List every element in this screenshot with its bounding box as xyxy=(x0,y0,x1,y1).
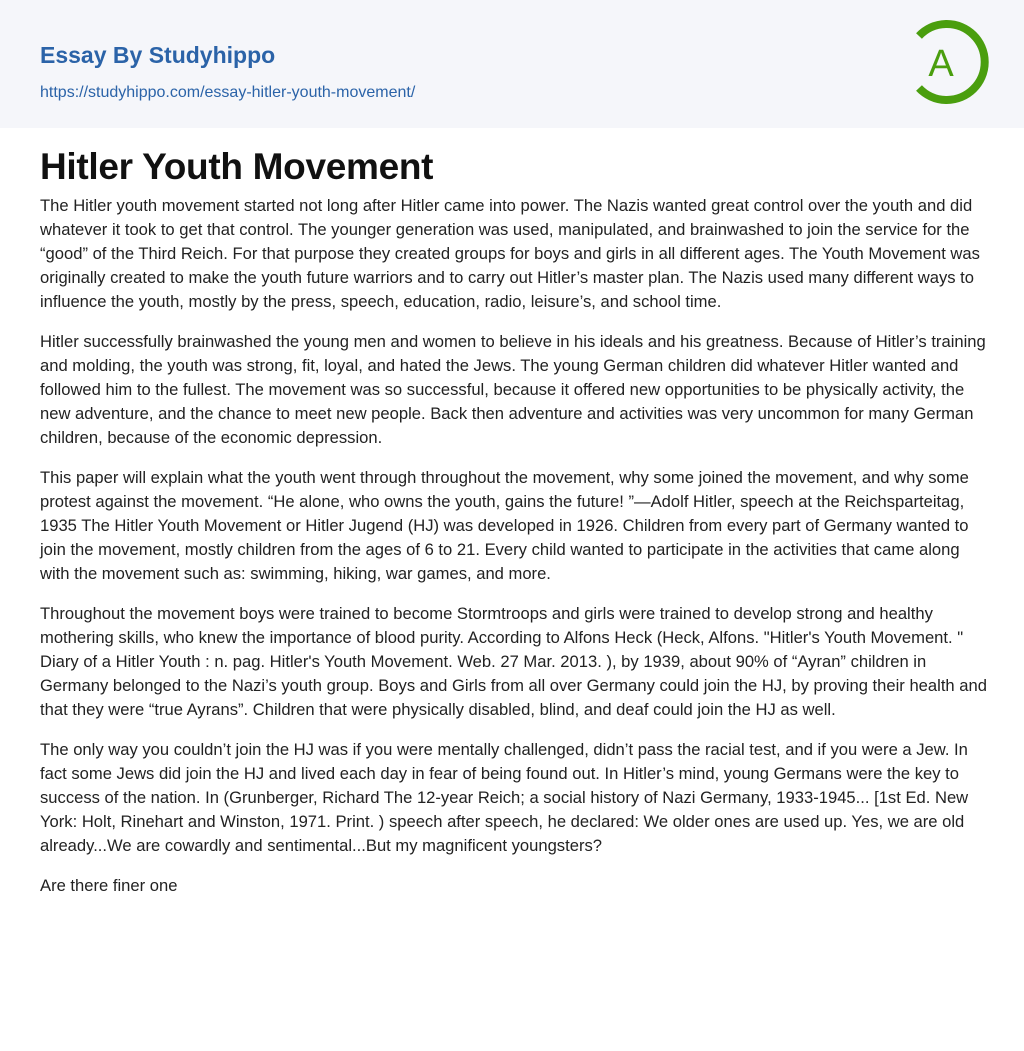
brand-title: Essay By Studyhippo xyxy=(40,42,276,68)
essay-paragraph: The only way you couldn’t join the HJ was if you were mentally challenged, didn’t pass the racial test, and if you were a Jew. In fact some Jews did join the HJ and lived each day in fear of being found out. In Hitler’s mind, young Germans were the key to success of the nation. In (Grunberger, Richard The 12-year Reich; a social history of Nazi Germany, 1933-1945... [1st Ed. New York: Holt, Rinehart and Winston, 1971. Print. ) speech after speech, he declared: We older ones are used up. Yes, we are old already...We are cowardly and sentimental...But my magnificent youngsters? xyxy=(40,740,969,855)
essay-body xyxy=(40,194,988,914)
studyhippo-logo-icon[interactable] xyxy=(905,18,989,106)
essay-paragraph: The Hitler youth movement started not long after Hitler came into power. The Nazis wanted great control over the youth and did whatever it took to get that control. The younger generation was used, manipulated, and brainwashed to join the service for the “good” of the Third Reich. For that purpose they created groups for boys and girls in all different ages. The Youth Movement was originally created to make the youth future warriors and to carry out Hitler’s master plan. The Nazis used many different ways to influence the youth, mostly by the press, speech, education, radio, leisure’s, and school time. xyxy=(40,196,980,311)
site-header xyxy=(0,0,1024,128)
svg-text:A: A xyxy=(928,43,954,85)
essay-paragraph: Throughout the movement boys were trained to become Stormtroops and girls were trained to develop strong and healthy mothering skills, who knew the importance of blood purity. According to Alfons Heck (Heck, Alfons. "Hitler's Youth Movement. " Diary of a Hitler Youth : n. pag. Hitler's Youth Movement. Web. 27 Mar. 2013. ), by 1939, about 90% of “Ayran” children in Germany belonged to the Nazi’s youth group. Boys and Girls from all over Germany could join the HJ, by proving their health and that they were “true Ayrans”. Children that were physically disabled, blind, and deaf could join the HJ as well. xyxy=(40,604,987,719)
essay-url-link[interactable]: https://studyhippo.com/essay-hitler-youth-movement/ xyxy=(40,84,416,101)
essay-paragraph: Are there finer one xyxy=(40,876,178,895)
essay-paragraph: This paper will explain what the youth went through throughout the movement, why some joined the movement, and why some protest against the movement. “He alone, who owns the youth, gains the future! ”—Adolf Hitler, speech at the Reichsparteitag, 1935 The Hitler Youth Movement or Hitler Jugend (HJ) was developed in 1926. Children from every part of Germany wanted to join the movement, mostly children from the ages of 6 to 21. Every child wanted to participate in the activities that came along with the movement such as: swimming, hiking, war games, and more. xyxy=(40,468,969,583)
page-title: Hitler Youth Movement xyxy=(40,146,434,187)
essay-paragraph: Hitler successfully brainwashed the young men and women to believe in his ideals and his greatness. Because of Hitler’s training and molding, the youth was strong, fit, loyal, and hated the Jews. The young German children did whatever Hitler wanted and followed him to the fullest. The movement was so successful, because it offered new opportunities to be physically activity, the new adventure, and the chance to meet new people. Back then adventure and activities was very uncommon for many German children, because of the economic depression. xyxy=(40,332,986,447)
